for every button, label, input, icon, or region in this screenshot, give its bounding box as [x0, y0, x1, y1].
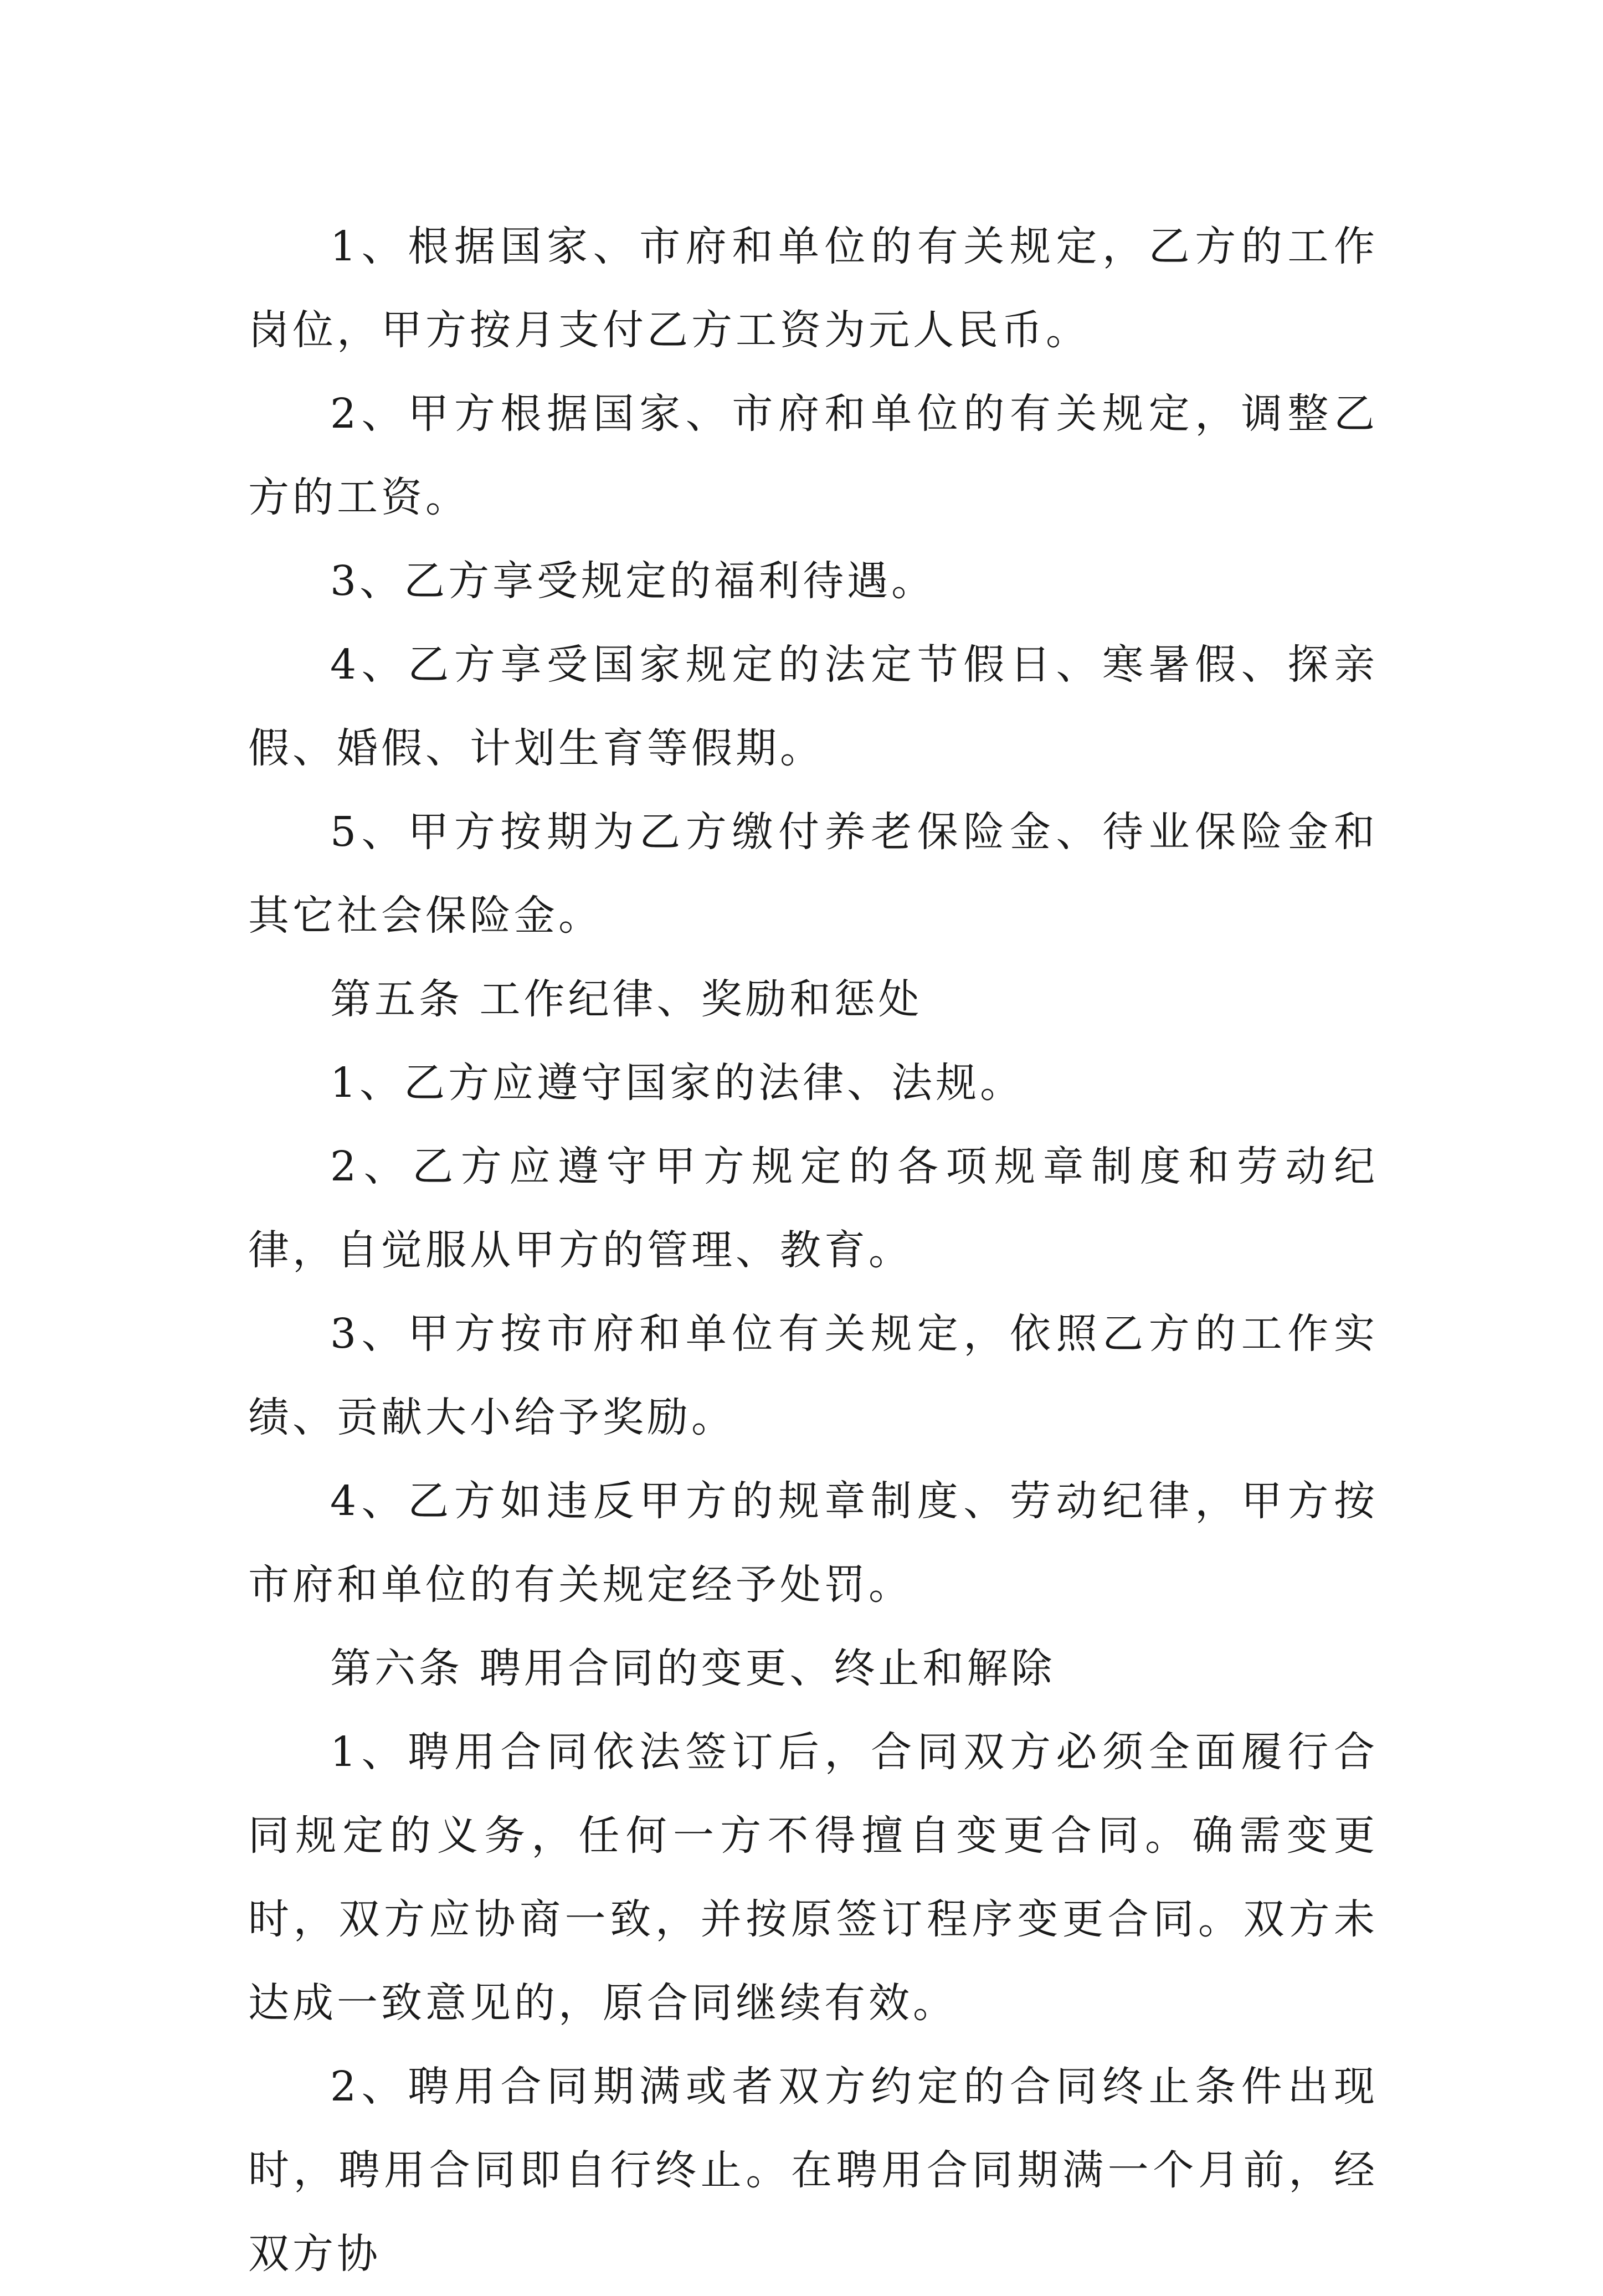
- salary-clause-3: 3、乙方享受规定的福利待遇。: [330, 557, 936, 605]
- discipline-clause-3: 3、甲方按市府和单位有关规定，依照乙方的工作实绩、贡献大小给予奖励。: [248, 1310, 1378, 1441]
- discipline-clause-1: 1、乙方应遵守国家的法律、法规。: [330, 1059, 1025, 1107]
- salary-clause-4: 4、乙方享受国家规定的法定节假日、寒暑假、探亲假、婚假、计划生育等假期。: [248, 641, 1378, 772]
- contract-clause-1: 1、聘用合同依法签订后，合同双方必须全面履行合同规定的义务，任何一方不得擅自变更合同。确需变更时，双方应协商一致，并按原签订程序变更合同。双方未达成一致意见的，原合同继续有效。: [248, 1728, 1378, 2027]
- salary-clause-2: 2、甲方根据国家、市府和单位的有关规定，调整乙方的工资。: [248, 390, 1378, 521]
- discipline-clause-4: 4、乙方如违反甲方的规章制度、劳动纪律，甲方按市府和单位的有关规定经予处罚。: [248, 1477, 1378, 1609]
- article-6-heading: 第六条 聘用合同的变更、终止和解除: [330, 1645, 1056, 1692]
- salary-clause-5: 5、甲方按期为乙方缴付养老保险金、待业保险金和其它社会保险金。: [248, 808, 1378, 939]
- contract-clause-2: 2、聘用合同期满或者双方约定的合同终止条件出现时，聘用合同即自行终止。在聘用合同期满一个月前，经双方协: [248, 2063, 1378, 2278]
- document-body: [248, 205, 1378, 2296]
- salary-clause-1: 1、根据国家、市府和单位的有关规定，乙方的工作岗位，甲方按月支付乙方工资为元人民币。: [248, 223, 1378, 354]
- article-5-heading: 第五条 工作纪律、奖励和惩处: [330, 975, 923, 1023]
- discipline-clause-2: 2、乙方应遵守甲方规定的各项规章制度和劳动纪律，自觉服从甲方的管理、教育。: [248, 1143, 1378, 1274]
